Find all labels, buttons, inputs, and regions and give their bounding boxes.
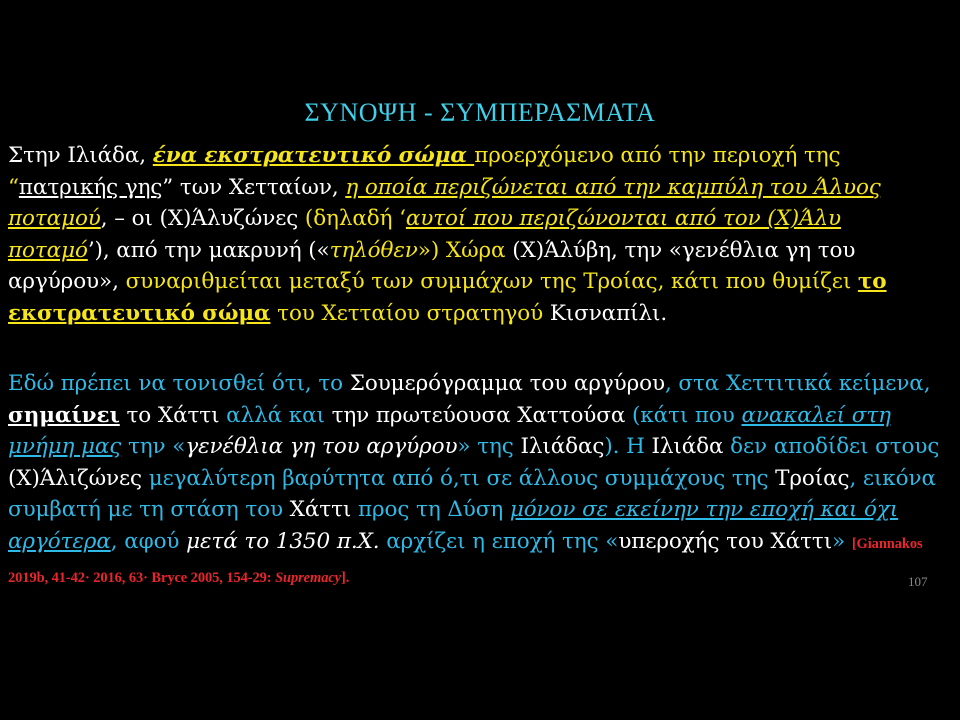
text-run: σημαίνει xyxy=(8,402,120,428)
text-run: την πρωτεύουσα Χαττούσα xyxy=(331,402,632,428)
text-run: δεν αποδίδει στους xyxy=(730,434,940,459)
text-run: αλλά και xyxy=(226,402,332,428)
text-run: ). Η xyxy=(604,434,652,459)
text-run: Supremacy xyxy=(275,570,342,586)
text-run: κάτι που θυμίζει xyxy=(671,269,858,294)
text-run: (δηλαδή ‘ xyxy=(304,206,406,231)
text-run: το εκστρατευτικό σώμα xyxy=(8,269,887,326)
text-run: αρχίζει η εποχή της « xyxy=(379,528,619,554)
text-run: Ιλιάδα xyxy=(651,434,731,459)
paragraph-summary xyxy=(8,140,948,329)
text-run: ’), από την μακρυνή (« xyxy=(87,237,330,263)
text-run: ») Χώρα xyxy=(417,237,513,263)
text-run: πατρικής γης xyxy=(18,174,163,200)
text-run: (Χ)Άλύβη, την «γενέθλια γη του αργύρου», xyxy=(8,237,856,294)
text-run: ανακαλεί στη μνήμη μας xyxy=(8,402,891,459)
text-run: μόνον σε εκείνην την εποχή και όχι αργότερα xyxy=(8,497,899,554)
text-run: το Χάττι xyxy=(119,402,227,428)
text-run: μετά το 1350 π.Χ. xyxy=(186,528,380,554)
paragraph-conclusion xyxy=(8,368,948,595)
text-run: αυτοί που περιζώνονται από τον (Χ)Άλυ ποταμό xyxy=(8,206,842,263)
text-run: ένα εκστρατευτικό σώμα xyxy=(152,143,475,168)
text-run: Στην Ιλιάδα, xyxy=(8,143,153,168)
text-run: Εδώ πρέπει να τονισθεί ότι, το xyxy=(8,371,350,396)
text-run: » xyxy=(832,528,852,554)
text-run: , στα Χεττιτικά κείμενα, xyxy=(664,371,931,396)
text-run: συναριθμείται μεταξύ των συμμάχων της Τροίας, xyxy=(125,269,672,294)
text-run: , εικόνα συμβατή με τη στάση του xyxy=(8,465,936,522)
text-run: ]. xyxy=(341,570,350,586)
text-run: την « xyxy=(121,434,186,459)
text-run: (κάτι που xyxy=(632,402,742,428)
text-run: η οποία περιζώνεται από την καμπύλη του Άλυος ποταμού xyxy=(8,174,881,231)
text-run: υπεροχής του Χάττι xyxy=(618,528,833,554)
text-run: Χάττι xyxy=(289,497,358,522)
text-run: Ιλιάδας xyxy=(520,434,605,459)
text-run: [Giannakos 2019b, 41-42· 2016, 63· Bryce 2005, 154-29: xyxy=(8,535,923,586)
text-run: τηλόθεν xyxy=(329,237,418,263)
text-run: Σουμερόγραμμα του αργύρου xyxy=(349,371,665,396)
text-run: γενέθλια γη του αργύρου xyxy=(185,434,458,459)
text-run: Τροίας xyxy=(775,465,850,491)
text-run: προερχόμενο από την περιοχή της “ xyxy=(8,143,841,200)
text-run: Κισναπίλι. xyxy=(549,300,668,326)
text-run: » της xyxy=(457,434,521,459)
text-run: , αφού xyxy=(110,528,187,554)
text-run: ” των Χετταίων, xyxy=(162,174,346,200)
page-number: 107 xyxy=(908,574,928,589)
text-run: (Χ)Άλιζώνες xyxy=(8,465,149,491)
text-run: του Χετταίου στρατηγού xyxy=(270,300,550,326)
text-run: , – οι (Χ)Άλυζώνες xyxy=(100,206,305,231)
text-run: προς τη Δύση xyxy=(357,497,510,522)
slide-title: ΣΥΝΟΨΗ - ΣΥΜΠΕΡΑΣΜΑΤΑ xyxy=(304,98,656,127)
text-run: μεγαλύτερη βαρύτητα από ό,τι σε άλλους συμμάχους της xyxy=(148,465,776,491)
